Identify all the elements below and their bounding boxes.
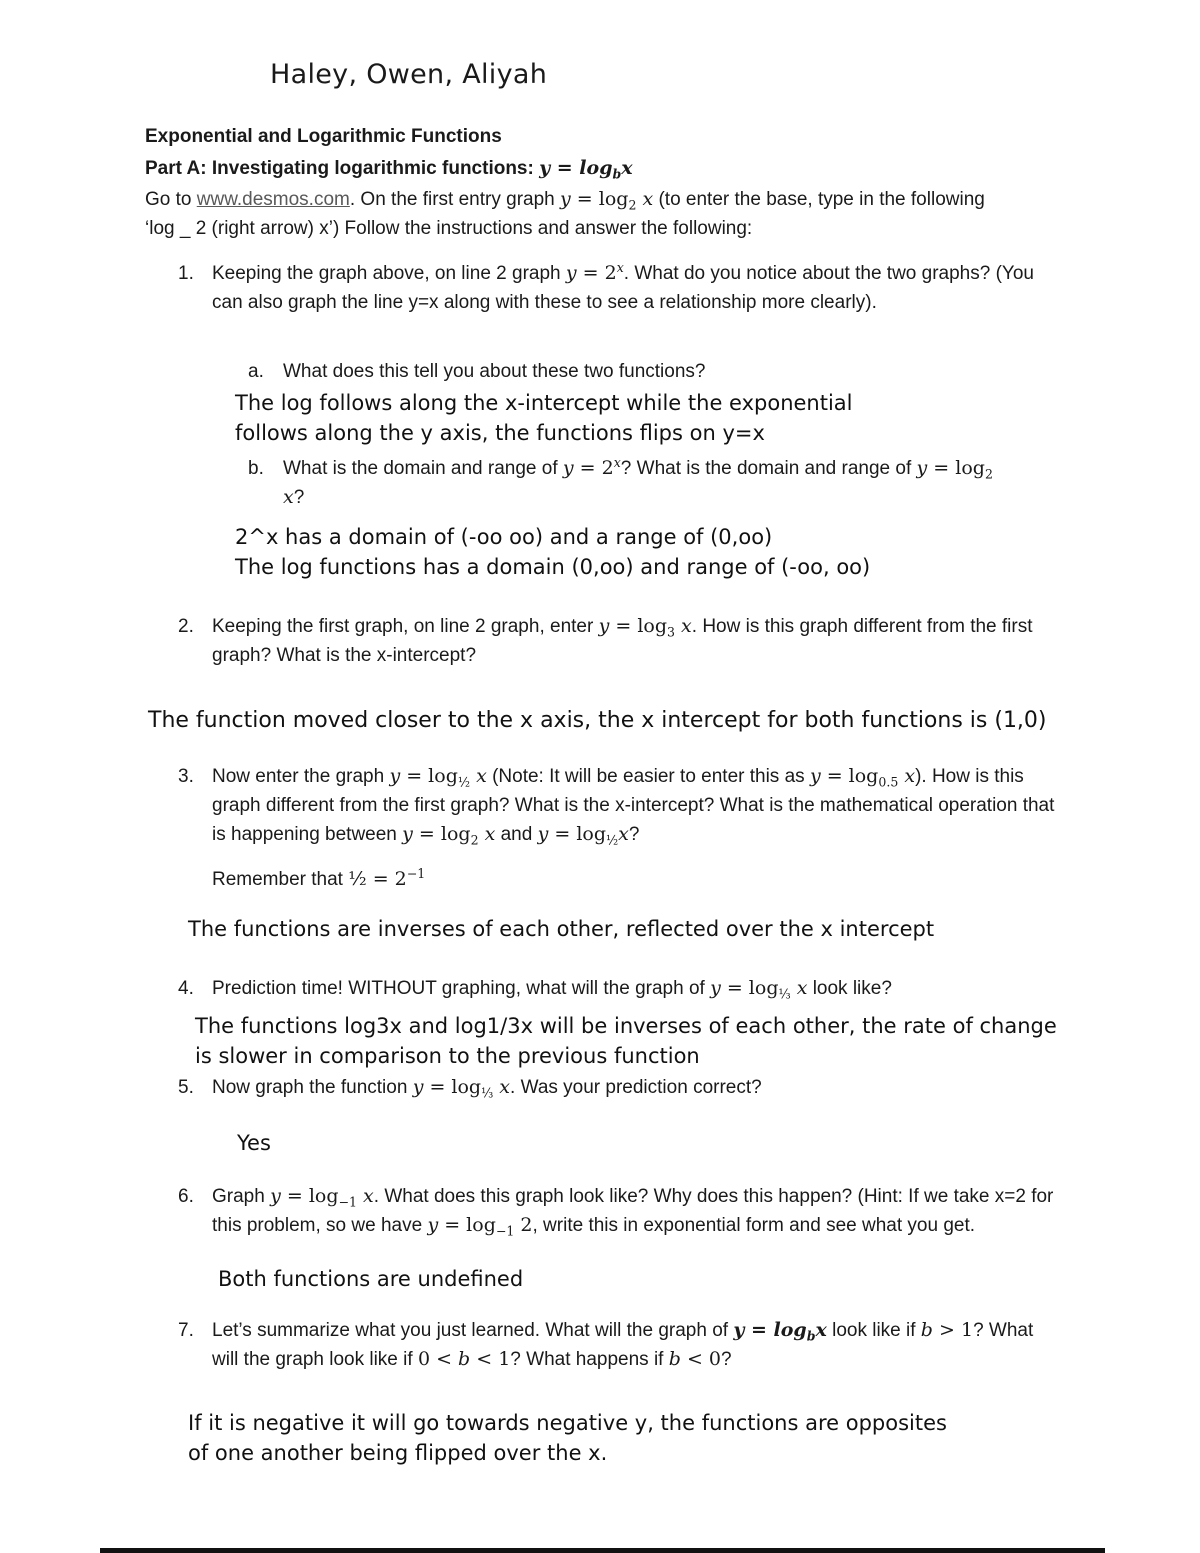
text-segment: y — [809, 765, 821, 787]
text-segment: = log — [423, 1076, 482, 1098]
text-segment: . What do you notice about the two graphs? (You can also graph the line y=x along with these to see a relationship more clearly). — [212, 263, 1034, 313]
text-segment: x — [470, 765, 487, 787]
text-segment: < 1 — [470, 1348, 511, 1370]
text-segment: y — [389, 765, 401, 787]
text-segment: look like if — [826, 1320, 921, 1341]
text-segment: ). How is this graph different from the first graph? What is the x-intercept? What is the mathematical operation that is happening between — [212, 766, 1055, 845]
answer-1b — [235, 522, 1145, 582]
text-segment: = log — [820, 765, 879, 787]
question-1b-label: b. — [248, 458, 264, 479]
text-segment: x — [621, 157, 633, 179]
text-segment: = log — [720, 977, 779, 999]
text-segment: x — [618, 823, 629, 845]
question-7-text — [212, 1316, 1057, 1374]
doc-title: Exponential and Logarithmic Functions — [145, 126, 502, 147]
text-segment: = log — [438, 1214, 496, 1236]
text-segment: look like? — [807, 978, 892, 999]
question-6-number: 6. — [178, 1186, 194, 1207]
text-segment: ⅓ — [481, 1085, 494, 1101]
text-segment: ? — [721, 1349, 732, 1370]
text-segment: x — [493, 1076, 511, 1098]
text-segment: = log — [280, 1185, 339, 1207]
text-segment: ? — [628, 824, 640, 845]
question-3-text — [212, 762, 1057, 849]
question-7 — [145, 1316, 1090, 1374]
question-5-text — [212, 1073, 762, 1102]
text-segment: y — [270, 1185, 281, 1207]
text-segment: x — [613, 455, 621, 471]
text-segment: (to enter the base, type in the following ‘log _ 2 (right arrow) x’) Follow the instructions and answer the following: — [145, 189, 985, 239]
answer-6: Both functions are undefined — [218, 1267, 524, 1291]
text-segment: . On the first entry graph — [349, 189, 561, 210]
page-bottom-rule — [100, 1548, 1105, 1553]
text-segment: x — [616, 260, 624, 276]
text-segment: = log — [927, 457, 985, 479]
text-segment: x — [790, 977, 808, 999]
question-1b-text — [283, 454, 998, 512]
question-1a-text: What does this tell you about these two functions? — [283, 361, 706, 382]
text-segment: = log — [570, 188, 629, 210]
question-1-number: 1. — [178, 263, 194, 284]
text-segment: y = log — [539, 157, 613, 179]
text-segment: y — [412, 1076, 424, 1098]
text-segment: 3 — [667, 624, 675, 640]
text-segment: ? What happens if — [510, 1349, 669, 1370]
text-segment: −1 — [495, 1223, 515, 1239]
answer-7: If it is negative it will go towards negative y, the functions are opposites of one another being flipped over the x. — [188, 1411, 947, 1465]
text-segment: y — [565, 262, 577, 284]
text-segment: Keeping the graph above, on line 2 graph — [212, 263, 566, 284]
intro-paragraph — [145, 185, 1007, 243]
text-segment: > 1 — [932, 1319, 974, 1341]
text-segment: 2 — [514, 1214, 533, 1236]
text-segment: ? — [293, 487, 305, 508]
question-5-number: 5. — [178, 1077, 194, 1098]
question-2-text — [212, 612, 1057, 670]
text-segment: Now enter the graph — [212, 766, 390, 787]
question-3-number: 3. — [178, 766, 194, 787]
text-segment: y — [598, 615, 610, 637]
text-segment: x — [815, 1319, 827, 1341]
question-7-number: 7. — [178, 1320, 194, 1341]
text-segment: ½ — [457, 774, 471, 790]
text-segment: 0.5 — [878, 774, 899, 790]
question-4-number: 4. — [178, 978, 194, 999]
text-segment: Graph — [212, 1186, 271, 1207]
answer-5: Yes — [237, 1131, 271, 1155]
question-1b — [145, 454, 1103, 512]
text-segment: y = log — [733, 1319, 807, 1341]
question-4-text — [212, 974, 892, 1003]
question-1-text — [212, 259, 1057, 317]
text-segment: Prediction time! WITHOUT graphing, what will the graph of — [212, 978, 711, 999]
text-segment: x — [898, 765, 916, 787]
text-segment: y — [537, 823, 549, 845]
text-segment: = log — [609, 615, 668, 637]
student-names: Haley, Owen, Aliyah — [270, 59, 548, 90]
text-segment: What is the domain and range of — [283, 458, 563, 479]
part-a-heading — [145, 154, 1145, 183]
text-segment: ? What will the graph look like if — [212, 1320, 1034, 1370]
question-1a-label: a. — [248, 361, 264, 382]
question-6-text — [212, 1182, 1057, 1240]
text-segment: ⅓ — [778, 986, 791, 1002]
question-5 — [145, 1073, 1090, 1102]
text-segment: y — [402, 823, 413, 845]
text-segment: < 0 — [680, 1348, 721, 1370]
text-segment: 2 — [984, 466, 993, 482]
question-1 — [145, 259, 1090, 317]
answer-4: The functions log3x and log1/3x will be inverses of each other, the rate of change is slower in comparison to the previous function — [195, 1014, 1057, 1068]
text-segment: y — [710, 977, 721, 999]
text-segment: −1 — [338, 1194, 357, 1210]
text-segment: Now graph the function — [212, 1077, 413, 1098]
question-6 — [145, 1182, 1090, 1240]
text-segment: 2 — [470, 832, 479, 848]
text-segment: , write this in exponential form and see what you get. — [532, 1215, 976, 1236]
text-segment: . How is this graph different from the first graph? What is the x-intercept? — [212, 616, 1033, 666]
text-segment: x — [636, 188, 654, 210]
text-segment: ½ — [606, 832, 619, 848]
text-segment: = 2 — [573, 457, 614, 479]
answer-3: The functions are inverses of each other, reflected over the x intercept — [188, 917, 935, 941]
answer-1b-line2: The log functions has a domain (0,oo) and range of (-oo, oo) — [235, 555, 871, 579]
text-segment: y — [427, 1214, 439, 1236]
text-segment: ½ — [348, 868, 367, 890]
question-4 — [145, 974, 1090, 1003]
text-segment: −1 — [406, 866, 426, 882]
desmos-link[interactable]: www.desmos.com — [196, 189, 350, 210]
text-segment: . What does this graph look like? Why does this happen? (Hint: If we take x=2 for this problem, so we have — [212, 1186, 1054, 1236]
text-segment: b — [458, 1348, 471, 1370]
question-1a — [145, 357, 1103, 386]
text-segment: y — [560, 188, 571, 210]
text-segment: 0 < — [417, 1348, 459, 1370]
text-segment: = log — [412, 823, 471, 845]
answer-1a: The log follows along the x-intercept while the exponential follows along the y axis, the functions flips on y=x — [235, 391, 853, 445]
text-segment: x — [675, 615, 692, 637]
text-segment: b — [806, 1328, 816, 1344]
text-segment: Remember that — [212, 869, 349, 890]
text-segment: (Note: It will be easier to enter this as — [486, 766, 810, 787]
question-3-note — [212, 865, 1145, 894]
text-segment: ? What is the domain and range of — [620, 458, 917, 479]
question-3 — [145, 762, 1090, 849]
text-segment: = log — [400, 765, 458, 787]
text-segment: y — [916, 457, 928, 479]
text-segment: and — [495, 824, 538, 845]
text-segment: b — [920, 1319, 933, 1341]
text-segment: Part A: Investigating logarithmic functions: — [145, 158, 540, 179]
answer-2: The function moved closer to the x axis, the x intercept for both functions is (1,0) — [148, 708, 1047, 733]
text-segment: = log — [548, 823, 607, 845]
text-segment: Go to — [145, 189, 197, 210]
text-segment: . Was your prediction correct? — [510, 1077, 762, 1098]
question-2-number: 2. — [178, 616, 194, 637]
text-segment: = 2 — [366, 868, 407, 890]
text-segment: x — [283, 486, 294, 508]
text-segment: x — [357, 1185, 374, 1207]
text-segment: x — [478, 823, 496, 845]
text-segment: = 2 — [576, 262, 617, 284]
text-segment: b — [612, 166, 622, 182]
answer-1b-line1: 2^x has a domain of (-oo oo) and a range of (0,oo) — [235, 525, 773, 549]
text-segment: 2 — [628, 197, 637, 213]
question-2 — [145, 612, 1090, 670]
text-segment: Let’s summarize what you just learned. What will the graph of — [212, 1320, 734, 1341]
text-segment: Keeping the first graph, on line 2 graph, enter — [212, 616, 599, 637]
text-segment: b — [668, 1348, 681, 1370]
text-segment: y — [562, 457, 574, 479]
